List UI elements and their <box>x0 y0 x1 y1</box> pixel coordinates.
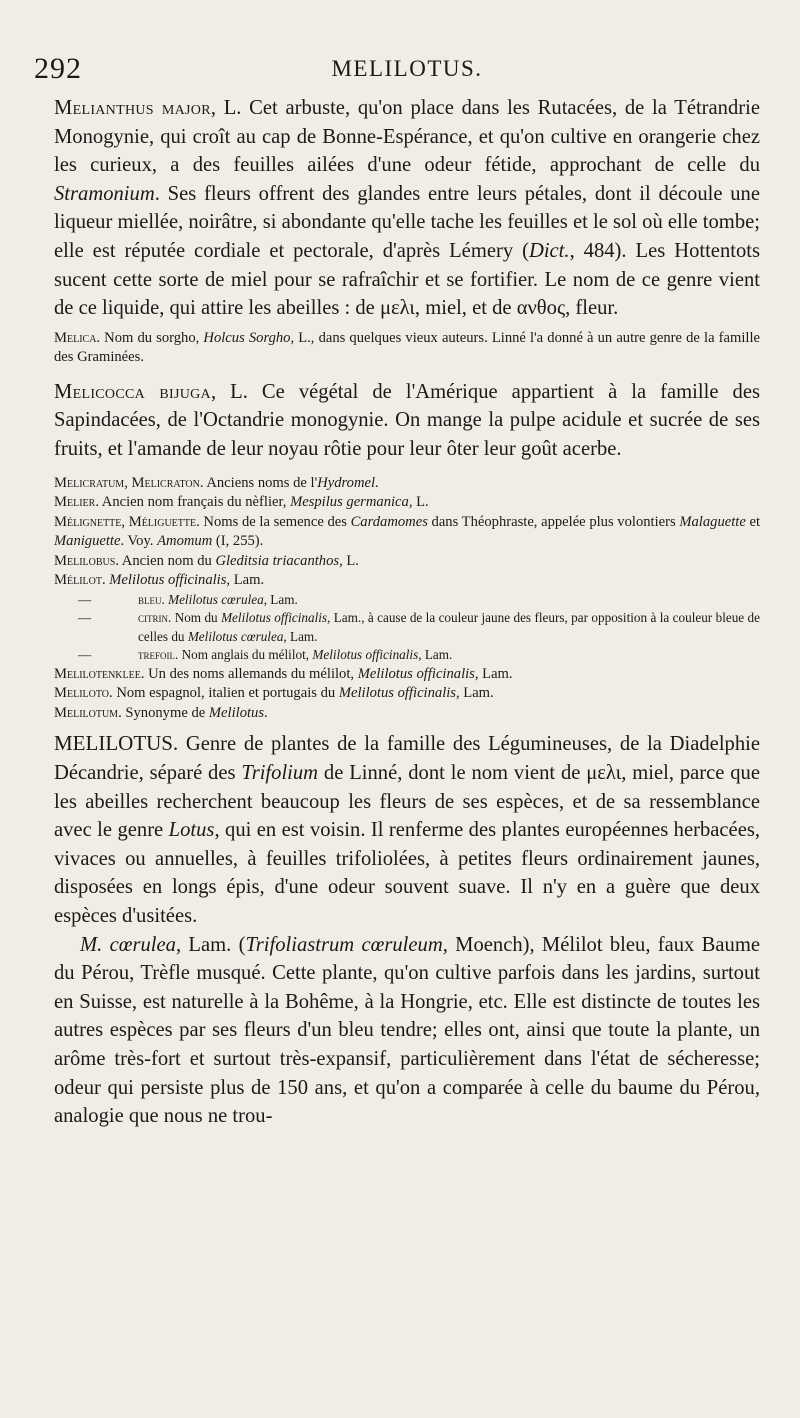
entry-melica: Melica. Nom du sorgho, Holcus Sorgho, L., dans quelques vieux auteurs. Linné l'a donné à un autre genre de la famille des Graminées. <box>54 329 760 366</box>
entry-melignette: Mélignette, Méliguette. Noms de la semence des Cardamomes dans Théophraste, appelée plus volontiers Malaguette et Maniguette. Voy. Amomum (I, 255). <box>54 513 761 550</box>
page-number: 292 <box>34 52 82 85</box>
headword: Melicocca bijuga <box>54 380 211 403</box>
entry-melilot: Mélilot. Melilotus officinalis, Lam. <box>54 572 265 589</box>
species-m-caerulea: M. cœrulea, Lam. (Trifoliastrum cœruleum, Moench), Mélilot bleu, faux Baume du Pérou, Trèfle musqué. Cette plante, qu'on cultive parfois dans les jardins, surtout en Suisse, est naturelle à la Bohême, à la Hongrie, etc. Elle est distincte de toutes les autres espèces par ses fleurs d'un bleu tendre; elles ont, ainsi que toute la plante, un arôme très-fort et surtout très-expansif, particulièrement dans l'état de sécheresse; odeur qui persiste plus de 150 ans, et qu'on a comparée à celle du baume du Pérou, analogie que nous ne trou- <box>54 933 760 1128</box>
entry-melier: Melier. Ancien nom français du nèflier, Mespilus germanica, L. <box>54 494 429 511</box>
entry-melianthus: Melianthus major, L. Cet arbuste, qu'on place dans les Rutacées, de la Tétrandrie Monogynie, qui croît au cap de Bonne-Espérance, et qu'on cultive en orangerie chez les curieux, a des feuilles ailées d'une odeur fétide, approchant de celle du Stramonium. Ses fleurs offrent des glandes entre leurs pétales, dont il découle une liqueur miellée, noirâtre, si abondante qu'elle tache les feuilles et le sol où elle tombe; elle est réputée cordiale et pectorale, d'après Lémery (Dict., 484). Les Hottentots sucent cette sorte de miel pour se rafraîchir et se fortifier. Le nom de ce genre vient de ce liquide, qui attire les abeilles : de μελι, miel, et de ανθος, fleur. <box>54 97 761 320</box>
entry-melilotenklee: Melilotenklee. Un des noms allemands du mélilot, Melilotus officinalis, Lam. <box>54 665 513 682</box>
page-header <box>34 50 760 94</box>
entry-meliloto: Meliloto. Nom espagnol, italien et portugais du Melilotus officinalis, Lam. <box>54 685 494 702</box>
em-dash: — <box>78 591 92 607</box>
entry-melicratum: Melicratum, Melicraton. Anciens noms de l'Hydromel. <box>54 474 379 491</box>
subentry-melilot-trefoil: — trefoil. Nom anglais du mélilot, Melilotus officinalis, Lam. <box>54 646 760 665</box>
em-dash: — <box>78 610 92 626</box>
subentry-melilot-citrin: — citrin. Nom du Melilotus officinalis, Lam., à cause de la couleur jaune des fleurs, par opposition à la couleur bleue de celles du Melilotus cœrulea, Lam. <box>54 609 760 646</box>
headword: Melianthus major <box>54 97 211 119</box>
entry-melilotus-genus: MELILOTUS. Genre de plantes de la famille des Légumineuses, de la Diadelphie Décandrie, séparé des Trifolium de Linné, dont le nom vient de μελι, miel, parce que les abeilles recherchent beaucoup les fleurs de ses espèces, et de sa ressemblance avec le genre Lotus, qui en est voisin. Il renferme des plantes européennes herbacées, vivaces ou annuelles, à feuilles trifoliolées, à petites fleurs ordinairement jaunes, disposées en longs épis, d'une odeur souvent suave. Il n'y en a guère que deux espèces d'usitées. <box>54 731 761 927</box>
genus-headword: MELILOTUS <box>54 731 173 756</box>
species-name: M. cœrulea <box>80 933 176 956</box>
entry-melilotum: Melilotum. Synonyme de Melilotus. <box>54 704 268 721</box>
em-dash: — <box>78 647 92 663</box>
entry-melicocca: Melicocca bijuga, L. Ce végétal de l'Amérique appartient à la famille des Sapindacées, de l'Octandrie monogynie. On mange la pulpe acidule et sucrée de ses fruits, et l'amande de leur noyau rôtie pour leur ôter leur goût acerbe. <box>54 380 760 460</box>
running-title: MELILOTUS. <box>331 56 483 81</box>
entry-melilobus: Melilobus. Ancien nom du Gleditsia triacanthos, L. <box>54 552 359 569</box>
headword: Melica <box>54 329 97 346</box>
subentry-melilot-bleu: — bleu. Melilotus cœrulea, Lam. <box>54 591 760 610</box>
